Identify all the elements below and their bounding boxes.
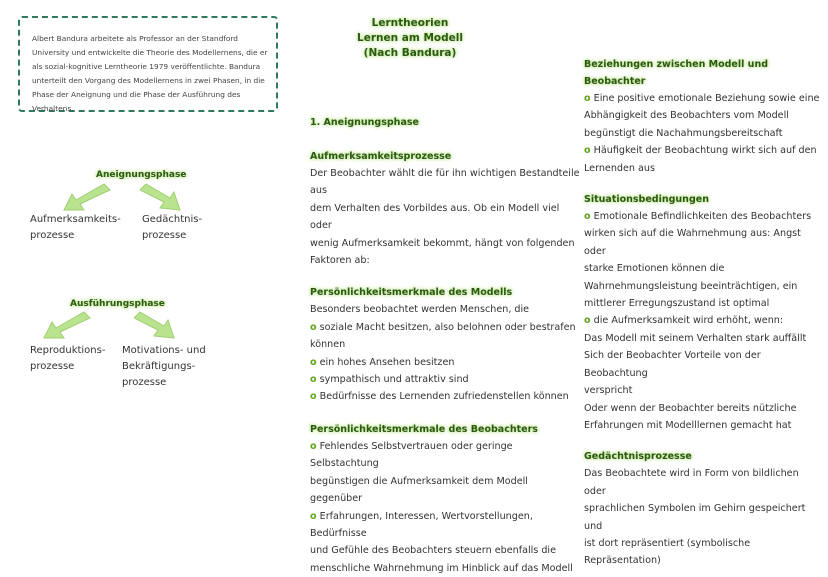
list-item: o Erfahrungen, Interessen, Wertvorstellungen, Bedürfnisse: [310, 510, 533, 539]
section-heading: Gedächtnisprozesse: [584, 451, 692, 463]
intro-text: Albert Bandura arbeitete als Professor an der Standford University und entwickelte die Theorie des Modellernens, die er als sozial-kognitive Lerntheorie 1979 veröffentlichte. Bandura unterteilt den Vorgang des Modellernens in zwei Phasen, in die Phase der Aneignung und die Phase der Ausführung des Verhaltens.: [32, 34, 268, 113]
list-item: o Fehlendes Selbstvertrauen oder geringe Selbstachtung: [310, 440, 513, 470]
section-heading: Beziehungen zwischen Modell und Beobachter: [584, 59, 769, 87]
right-column: Beziehungen zwischen Modell und Beobachter o Eine positive emotionale Beziehung sowie eine Abhängigkeit des Beobachters vom Modell begünstigt die Nachahmungsbereitschaft o Häufigkeit der Beobachtung wirkt sich auf den Lernenden aus Situationsbedingungen o Emotionale Befindlichkeiten des Beobachters wirken sich auf die Wahrnehmung aus: Angst oder starke Emotionen können die Wahrnehmungsleistung beeinträchtigen, ein mittlerer Erregungszustand ist optimal o die Aufmerksamkeit wird erhöht, wenn: Das Modell mit seinem Verhalten stark auffällt Sich der Beobachter Vorteile von der Beobachtung verspricht Oder wenn der Beobachter bereits nützliche Erfahrungen mit Modelllernen gemacht hat Gedächtnisprozesse Das Beobachtete wird in Form von bildlichen oder sprachlichen Symbolen im Gehirn gespeichert und ist dort repräsentiert (symbolische Repräsentation): [584, 56, 820, 570]
title-line-3: (Nach Bandura): [363, 47, 457, 59]
list-item: o Häufigkeit der Beobachtung wirkt sich auf den: [584, 145, 817, 157]
list-item: o soziale Macht besitzen, also belohnen oder bestrafen können: [310, 321, 576, 351]
diagram-phase1-title: Aneignungsphase: [96, 170, 187, 180]
title-line-2: Lernen am Modell: [357, 32, 463, 44]
intro-box: [18, 16, 278, 112]
list-item: o ein hohes Ansehen besitzen: [310, 356, 455, 368]
middle-column: 1. Aneignungsphase Aufmerksamkeitsprozesse Der Beobachter wählt die für ihn wichtigen Bestandteile aus dem Verhalten des Vorbildes aus. Ob ein Modell viel oder wenig Aufmerksamkeit bekommt, hängt von folgenden Faktoren ab: Persönlichkeitsmerkmale des Modells Besonders beobachtet werden Menschen, die o soziale Macht besitzen, also belohnen oder bestrafen können o ein hohes Ansehen besitzen o sympathisch und attraktiv sind o Bedürfnisse des Lernenden zufriedenstellen können Persönlichkeitsmerkmale des Beobachters o Fehlendes Selbstvertrauen oder geringe Selbstachtung begünstigen die Aufmerksamkeit dem Modell gegenüber o Erfahrungen, Interessen, Wertvorstellungen, Bedürfnisse und Gefühle des Beobachters steuern ebenfalls die menschliche Wahrnehmung im Hinblick auf das Modell: [310, 114, 580, 577]
list-item: o Bedürfnisse des Lernenden zufriedenstellen können: [310, 391, 569, 403]
page-title: [340, 16, 480, 61]
title-line-1: Lerntheorien: [371, 17, 449, 29]
diagram-phase1-left: Aufmerksamkeits- prozesse: [30, 214, 121, 241]
diagram-phase2-right: Motivations- und Bekräftigungs- prozesse: [122, 345, 206, 388]
arrow-right-icon: [134, 308, 184, 344]
list-item: o sympathisch und attraktiv sind: [310, 374, 469, 386]
arrow-right-icon: [140, 180, 190, 216]
section-heading: Situationsbedingungen: [584, 194, 709, 206]
arrow-left-icon: [60, 180, 120, 216]
diagram-phase2-left: Reproduktions- prozesse: [30, 345, 106, 372]
list-item: o Eine positive emotionale Beziehung sowie eine: [584, 93, 820, 104]
list-item: o Emotionale Befindlichkeiten des Beobachters: [584, 211, 812, 223]
section-heading: Persönlichkeitsmerkmale des Modells: [310, 287, 513, 299]
section-heading: Persönlichkeitsmerkmale des Beobachters: [310, 423, 538, 435]
list-item: o die Aufmerksamkeit wird erhöht, wenn:: [584, 315, 784, 327]
arrow-left-icon: [40, 308, 100, 344]
phase-heading: 1. Aneignungsphase: [310, 117, 419, 128]
diagram-phase2-title: Ausführungsphase: [70, 299, 165, 309]
diagram-phase1-right: Gedächtnis- prozesse: [142, 214, 203, 241]
section-heading: Aufmerksamkeitsprozesse: [310, 151, 452, 162]
